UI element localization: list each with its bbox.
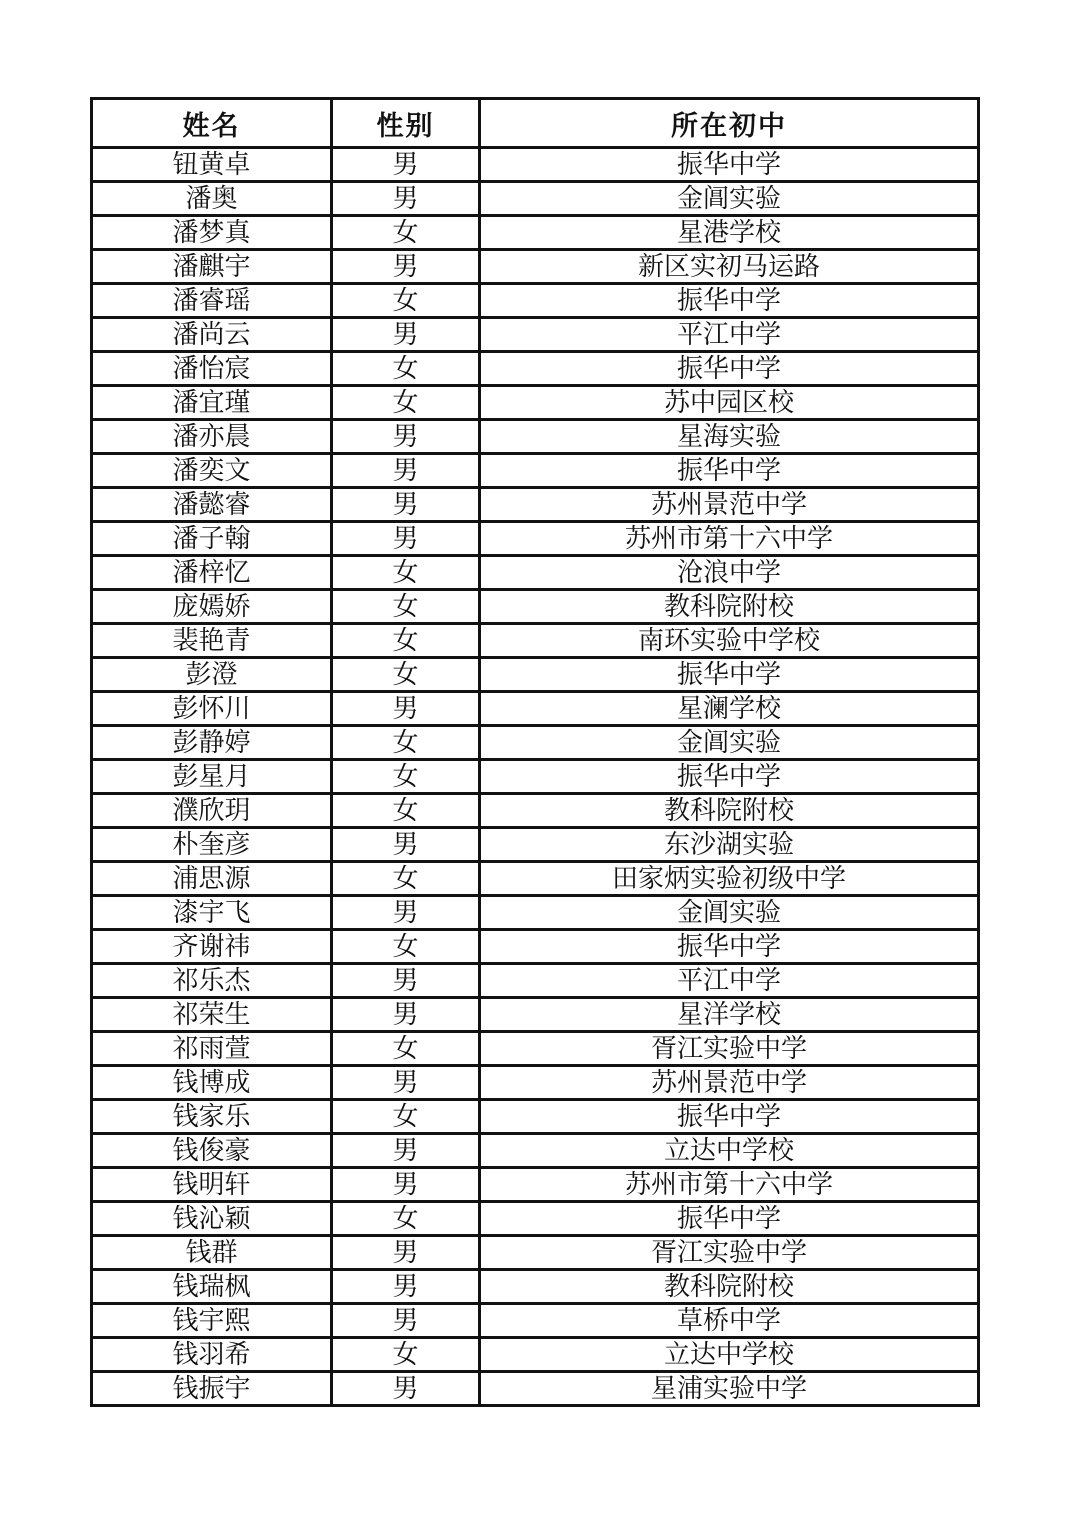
cell-name: 彭怀川 [92, 692, 332, 726]
table-row [92, 1100, 979, 1134]
cell-gender: 女 [332, 862, 480, 896]
cell-gender: 男 [332, 1168, 480, 1202]
cell-school: 南环实验中学校 [480, 624, 979, 658]
cell-school: 金阊实验 [480, 896, 979, 930]
cell-gender: 女 [332, 794, 480, 828]
table-row [92, 1304, 979, 1338]
cell-gender: 男 [332, 828, 480, 862]
table-row [92, 318, 979, 352]
cell-school: 苏州市第十六中学 [480, 1168, 979, 1202]
cell-name: 彭静婷 [92, 726, 332, 760]
table-row [92, 352, 979, 386]
cell-gender: 男 [332, 488, 480, 522]
header-name: 姓名 [92, 99, 332, 148]
cell-school: 教科院附校 [480, 794, 979, 828]
cell-name: 潘梦真 [92, 216, 332, 250]
cell-name: 浦思源 [92, 862, 332, 896]
cell-school: 振华中学 [480, 454, 979, 488]
cell-gender: 男 [332, 182, 480, 216]
cell-name: 潘子翰 [92, 522, 332, 556]
table-row [92, 556, 979, 590]
table-row [92, 420, 979, 454]
table-row [92, 794, 979, 828]
cell-school: 振华中学 [480, 284, 979, 318]
cell-school: 教科院附校 [480, 1270, 979, 1304]
cell-name: 潘尚云 [92, 318, 332, 352]
header-row [92, 99, 979, 148]
cell-name: 彭星月 [92, 760, 332, 794]
cell-name: 濮欣玥 [92, 794, 332, 828]
cell-gender: 男 [332, 692, 480, 726]
cell-school: 振华中学 [480, 760, 979, 794]
table-row [92, 1168, 979, 1202]
student-roster-table [90, 97, 980, 1407]
cell-name: 彭澄 [92, 658, 332, 692]
cell-name: 钱家乐 [92, 1100, 332, 1134]
cell-gender: 男 [332, 1304, 480, 1338]
cell-school: 立达中学校 [480, 1338, 979, 1372]
cell-gender: 男 [332, 1134, 480, 1168]
cell-school: 星港学校 [480, 216, 979, 250]
cell-name: 潘睿瑶 [92, 284, 332, 318]
cell-school: 振华中学 [480, 148, 979, 182]
cell-gender: 女 [332, 1202, 480, 1236]
cell-school: 田家炳实验初级中学 [480, 862, 979, 896]
cell-name: 祁雨萱 [92, 1032, 332, 1066]
cell-gender: 男 [332, 1270, 480, 1304]
cell-school: 振华中学 [480, 930, 979, 964]
cell-school: 振华中学 [480, 1202, 979, 1236]
cell-name: 潘奥 [92, 182, 332, 216]
table-row [92, 1236, 979, 1270]
cell-name: 齐谢祎 [92, 930, 332, 964]
header-gender: 性别 [332, 99, 480, 148]
cell-gender: 女 [332, 624, 480, 658]
table-row [92, 658, 979, 692]
cell-school: 草桥中学 [480, 1304, 979, 1338]
table-row [92, 998, 979, 1032]
cell-gender: 男 [332, 1236, 480, 1270]
cell-name: 潘懿睿 [92, 488, 332, 522]
table-row [92, 964, 979, 998]
cell-name: 钱沁颖 [92, 1202, 332, 1236]
cell-school: 苏州景范中学 [480, 488, 979, 522]
cell-school: 星海实验 [480, 420, 979, 454]
cell-gender: 男 [332, 250, 480, 284]
cell-name: 钱群 [92, 1236, 332, 1270]
cell-name: 钮黄卓 [92, 148, 332, 182]
cell-gender: 女 [332, 1100, 480, 1134]
cell-school: 星洋学校 [480, 998, 979, 1032]
cell-gender: 女 [332, 216, 480, 250]
cell-gender: 女 [332, 284, 480, 318]
table-row [92, 1372, 979, 1406]
cell-gender: 男 [332, 522, 480, 556]
cell-gender: 女 [332, 1032, 480, 1066]
cell-school: 平江中学 [480, 964, 979, 998]
table-row [92, 624, 979, 658]
cell-school: 振华中学 [480, 658, 979, 692]
cell-gender: 男 [332, 998, 480, 1032]
table-row [92, 522, 979, 556]
cell-school: 苏州景范中学 [480, 1066, 979, 1100]
table-header [92, 99, 979, 148]
cell-name: 漆宇飞 [92, 896, 332, 930]
table-row [92, 1134, 979, 1168]
cell-name: 潘麒宇 [92, 250, 332, 284]
cell-gender: 男 [332, 148, 480, 182]
cell-name: 钱羽希 [92, 1338, 332, 1372]
cell-school: 胥江实验中学 [480, 1032, 979, 1066]
cell-school: 教科院附校 [480, 590, 979, 624]
cell-school: 振华中学 [480, 352, 979, 386]
cell-name: 钱俊豪 [92, 1134, 332, 1168]
cell-gender: 男 [332, 454, 480, 488]
cell-school: 振华中学 [480, 1100, 979, 1134]
cell-school: 星澜学校 [480, 692, 979, 726]
cell-gender: 女 [332, 760, 480, 794]
table-body [92, 148, 979, 1406]
cell-school: 东沙湖实验 [480, 828, 979, 862]
cell-school: 立达中学校 [480, 1134, 979, 1168]
table-row [92, 1270, 979, 1304]
cell-school: 苏中园区校 [480, 386, 979, 420]
cell-name: 潘梓忆 [92, 556, 332, 590]
cell-name: 钱瑞枫 [92, 1270, 332, 1304]
table-row [92, 182, 979, 216]
cell-school: 金阊实验 [480, 182, 979, 216]
cell-school: 沧浪中学 [480, 556, 979, 590]
table-row [92, 590, 979, 624]
table-row [92, 862, 979, 896]
cell-name: 祁乐杰 [92, 964, 332, 998]
table-row [92, 1202, 979, 1236]
cell-name: 潘亦晨 [92, 420, 332, 454]
cell-gender: 男 [332, 1372, 480, 1406]
header-school: 所在初中 [480, 99, 979, 148]
table-row [92, 216, 979, 250]
cell-gender: 女 [332, 386, 480, 420]
cell-name: 裴艳青 [92, 624, 332, 658]
cell-gender: 男 [332, 1066, 480, 1100]
table-row [92, 828, 979, 862]
table-row [92, 930, 979, 964]
cell-school: 新区实初马运路 [480, 250, 979, 284]
table-row [92, 284, 979, 318]
cell-school: 平江中学 [480, 318, 979, 352]
table-row [92, 148, 979, 182]
table-row [92, 692, 979, 726]
table-row [92, 726, 979, 760]
cell-name: 潘宜瑾 [92, 386, 332, 420]
cell-school: 星浦实验中学 [480, 1372, 979, 1406]
table-row [92, 250, 979, 284]
cell-gender: 女 [332, 726, 480, 760]
table-row [92, 488, 979, 522]
cell-name: 朴奎彦 [92, 828, 332, 862]
table-row [92, 386, 979, 420]
cell-name: 钱博成 [92, 1066, 332, 1100]
cell-gender: 女 [332, 658, 480, 692]
cell-name: 潘怡宸 [92, 352, 332, 386]
cell-school: 金阊实验 [480, 726, 979, 760]
cell-name: 钱宇熙 [92, 1304, 332, 1338]
table-row [92, 760, 979, 794]
table-row [92, 454, 979, 488]
cell-name: 潘奕文 [92, 454, 332, 488]
table-row [92, 1066, 979, 1100]
table-row [92, 896, 979, 930]
cell-school: 苏州市第十六中学 [480, 522, 979, 556]
cell-gender: 女 [332, 352, 480, 386]
cell-gender: 女 [332, 930, 480, 964]
cell-gender: 男 [332, 318, 480, 352]
cell-gender: 女 [332, 590, 480, 624]
cell-gender: 男 [332, 964, 480, 998]
cell-name: 钱振宇 [92, 1372, 332, 1406]
cell-name: 庞嫣娇 [92, 590, 332, 624]
cell-school: 胥江实验中学 [480, 1236, 979, 1270]
cell-name: 钱明轩 [92, 1168, 332, 1202]
cell-gender: 女 [332, 1338, 480, 1372]
cell-gender: 男 [332, 420, 480, 454]
cell-name: 祁荣生 [92, 998, 332, 1032]
cell-gender: 男 [332, 896, 480, 930]
table-row [92, 1338, 979, 1372]
table-row [92, 1032, 979, 1066]
cell-gender: 女 [332, 556, 480, 590]
